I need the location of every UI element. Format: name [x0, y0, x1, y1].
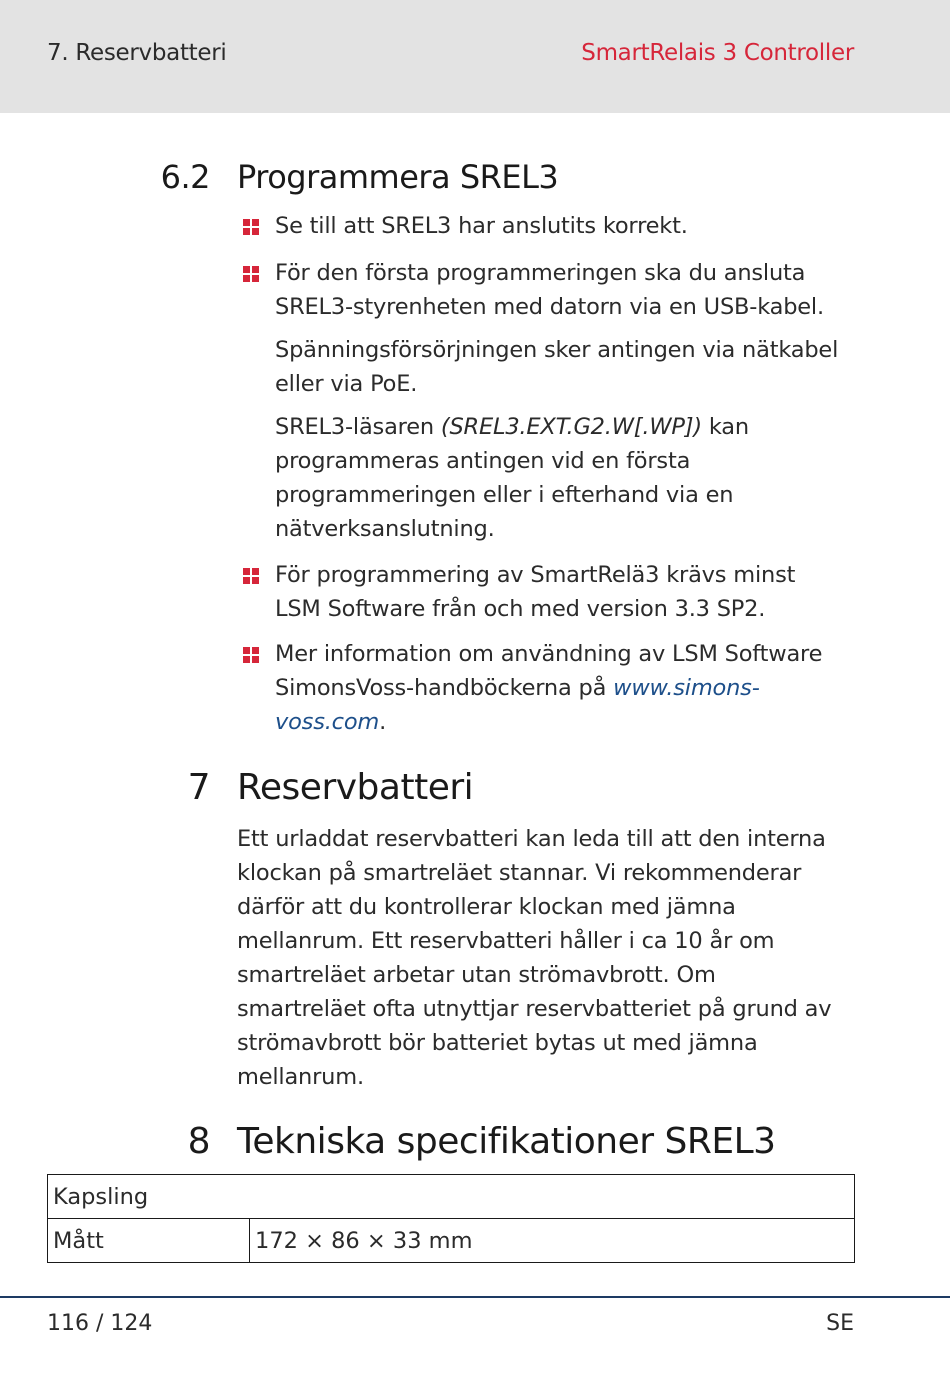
bullet-3-text [275, 558, 795, 626]
bullet-4-line-2 [275, 671, 822, 705]
header-chapter-title: 7. Reservbatteri [47, 40, 227, 66]
bullet-2-paragraph-2-line-1: Spänningsförsörjningen sker antingen via nätkabel [275, 337, 839, 363]
section-6-2-number: 6.2 [160, 158, 210, 196]
table-cell-label: Mått [48, 1219, 250, 1263]
section-8-heading [0, 1121, 900, 1167]
section-6-2-heading [0, 158, 900, 198]
bullet-4-line-3-suffix: . [379, 709, 387, 735]
header-product-name: SmartRelais 3 Controller [581, 40, 854, 66]
section-7-line: mellanrum. [237, 1064, 364, 1090]
bullet-icon [243, 568, 259, 584]
bullet-4-text [275, 637, 822, 739]
section-8-title: Tekniska specifikationer SREL3 [237, 1121, 776, 1162]
reader-model-code: (SREL3.EXT.G2.W[.WP]) [440, 414, 702, 440]
bullet-2-text [275, 256, 824, 324]
table-row [48, 1219, 855, 1263]
bullet-2-paragraph-3-line-4: nätverksanslutning. [275, 516, 495, 542]
reader-suffix: kan [701, 414, 749, 440]
bullet-3-line-2: LSM Software från och med version 3.3 SP2. [275, 596, 766, 622]
page-header [0, 0, 950, 113]
bullet-2-paragraph-3-line-2: programmeras antingen vid en första [275, 448, 691, 474]
footer-divider [0, 1296, 950, 1298]
section-7-line: därför att du kontrollerar klockan med jämna [237, 894, 736, 920]
section-7-line: mellanrum. Ett reservbatteri håller i ca 10 år om [237, 928, 775, 954]
section-7-line: smartreläet arbetar utan strömavbrott. Om [237, 962, 716, 988]
bullet-2-line-1: För den första programmeringen ska du ansluta [275, 260, 806, 286]
bullet-2-paragraph-2 [275, 333, 838, 401]
section-7-number: 7 [187, 767, 210, 808]
bullet-2-paragraph-3 [275, 410, 749, 546]
section-7-heading [0, 767, 900, 813]
section-7-line: Ett urladdat reservbatteri kan leda till att den interna [237, 826, 826, 852]
bullet-2-paragraph-3-line-1 [275, 410, 749, 444]
page-number: 116 / 124 [47, 1311, 153, 1336]
section-7-body [237, 822, 831, 1094]
bullet-icon [243, 219, 259, 235]
bullet-icon [243, 266, 259, 282]
section-6-2-title: Programmera SREL3 [237, 158, 559, 196]
spec-table [47, 1174, 855, 1263]
bullet-2-paragraph-3-line-3: programmeringen eller i efterhand via en [275, 482, 734, 508]
section-7-line: smartreläet ofta utnyttjar reservbatteriet på grund av [237, 996, 832, 1022]
bullet-1-text: Se till att SREL3 har anslutits korrekt. [275, 213, 688, 239]
section-7-line: klockan på smartreläet stannar. Vi rekommenderar [237, 860, 802, 886]
simonsvoss-link-part-2[interactable]: voss.com [275, 709, 380, 735]
bullet-4-line-3 [275, 705, 822, 739]
simonsvoss-link-part-1[interactable]: www.simons- [613, 675, 760, 701]
section-8-number: 8 [187, 1121, 210, 1162]
bullet-2-line-2: SREL3-styrenheten med datorn via en USB-kabel. [275, 294, 824, 320]
bullet-3-line-1: För programmering av SmartRelä3 krävs minst [275, 562, 796, 588]
bullet-2-paragraph-2-line-2: eller via PoE. [275, 371, 418, 397]
table-group-header: Kapsling [48, 1175, 855, 1219]
table-group-row [48, 1175, 855, 1219]
language-code: SE [826, 1311, 854, 1336]
bullet-4-line-1: Mer information om användning av LSM Software [275, 641, 823, 667]
section-7-title: Reservbatteri [237, 767, 474, 808]
section-7-line: strömavbrott bör batteriet bytas ut med jämna [237, 1030, 758, 1056]
bullet-icon [243, 647, 259, 663]
table-cell-value: 172 × 86 × 33 mm [250, 1219, 855, 1263]
bullet-4-line-2-prefix: SimonsVoss-handböckerna på [275, 675, 614, 701]
reader-prefix: SREL3-läsaren [275, 414, 441, 440]
